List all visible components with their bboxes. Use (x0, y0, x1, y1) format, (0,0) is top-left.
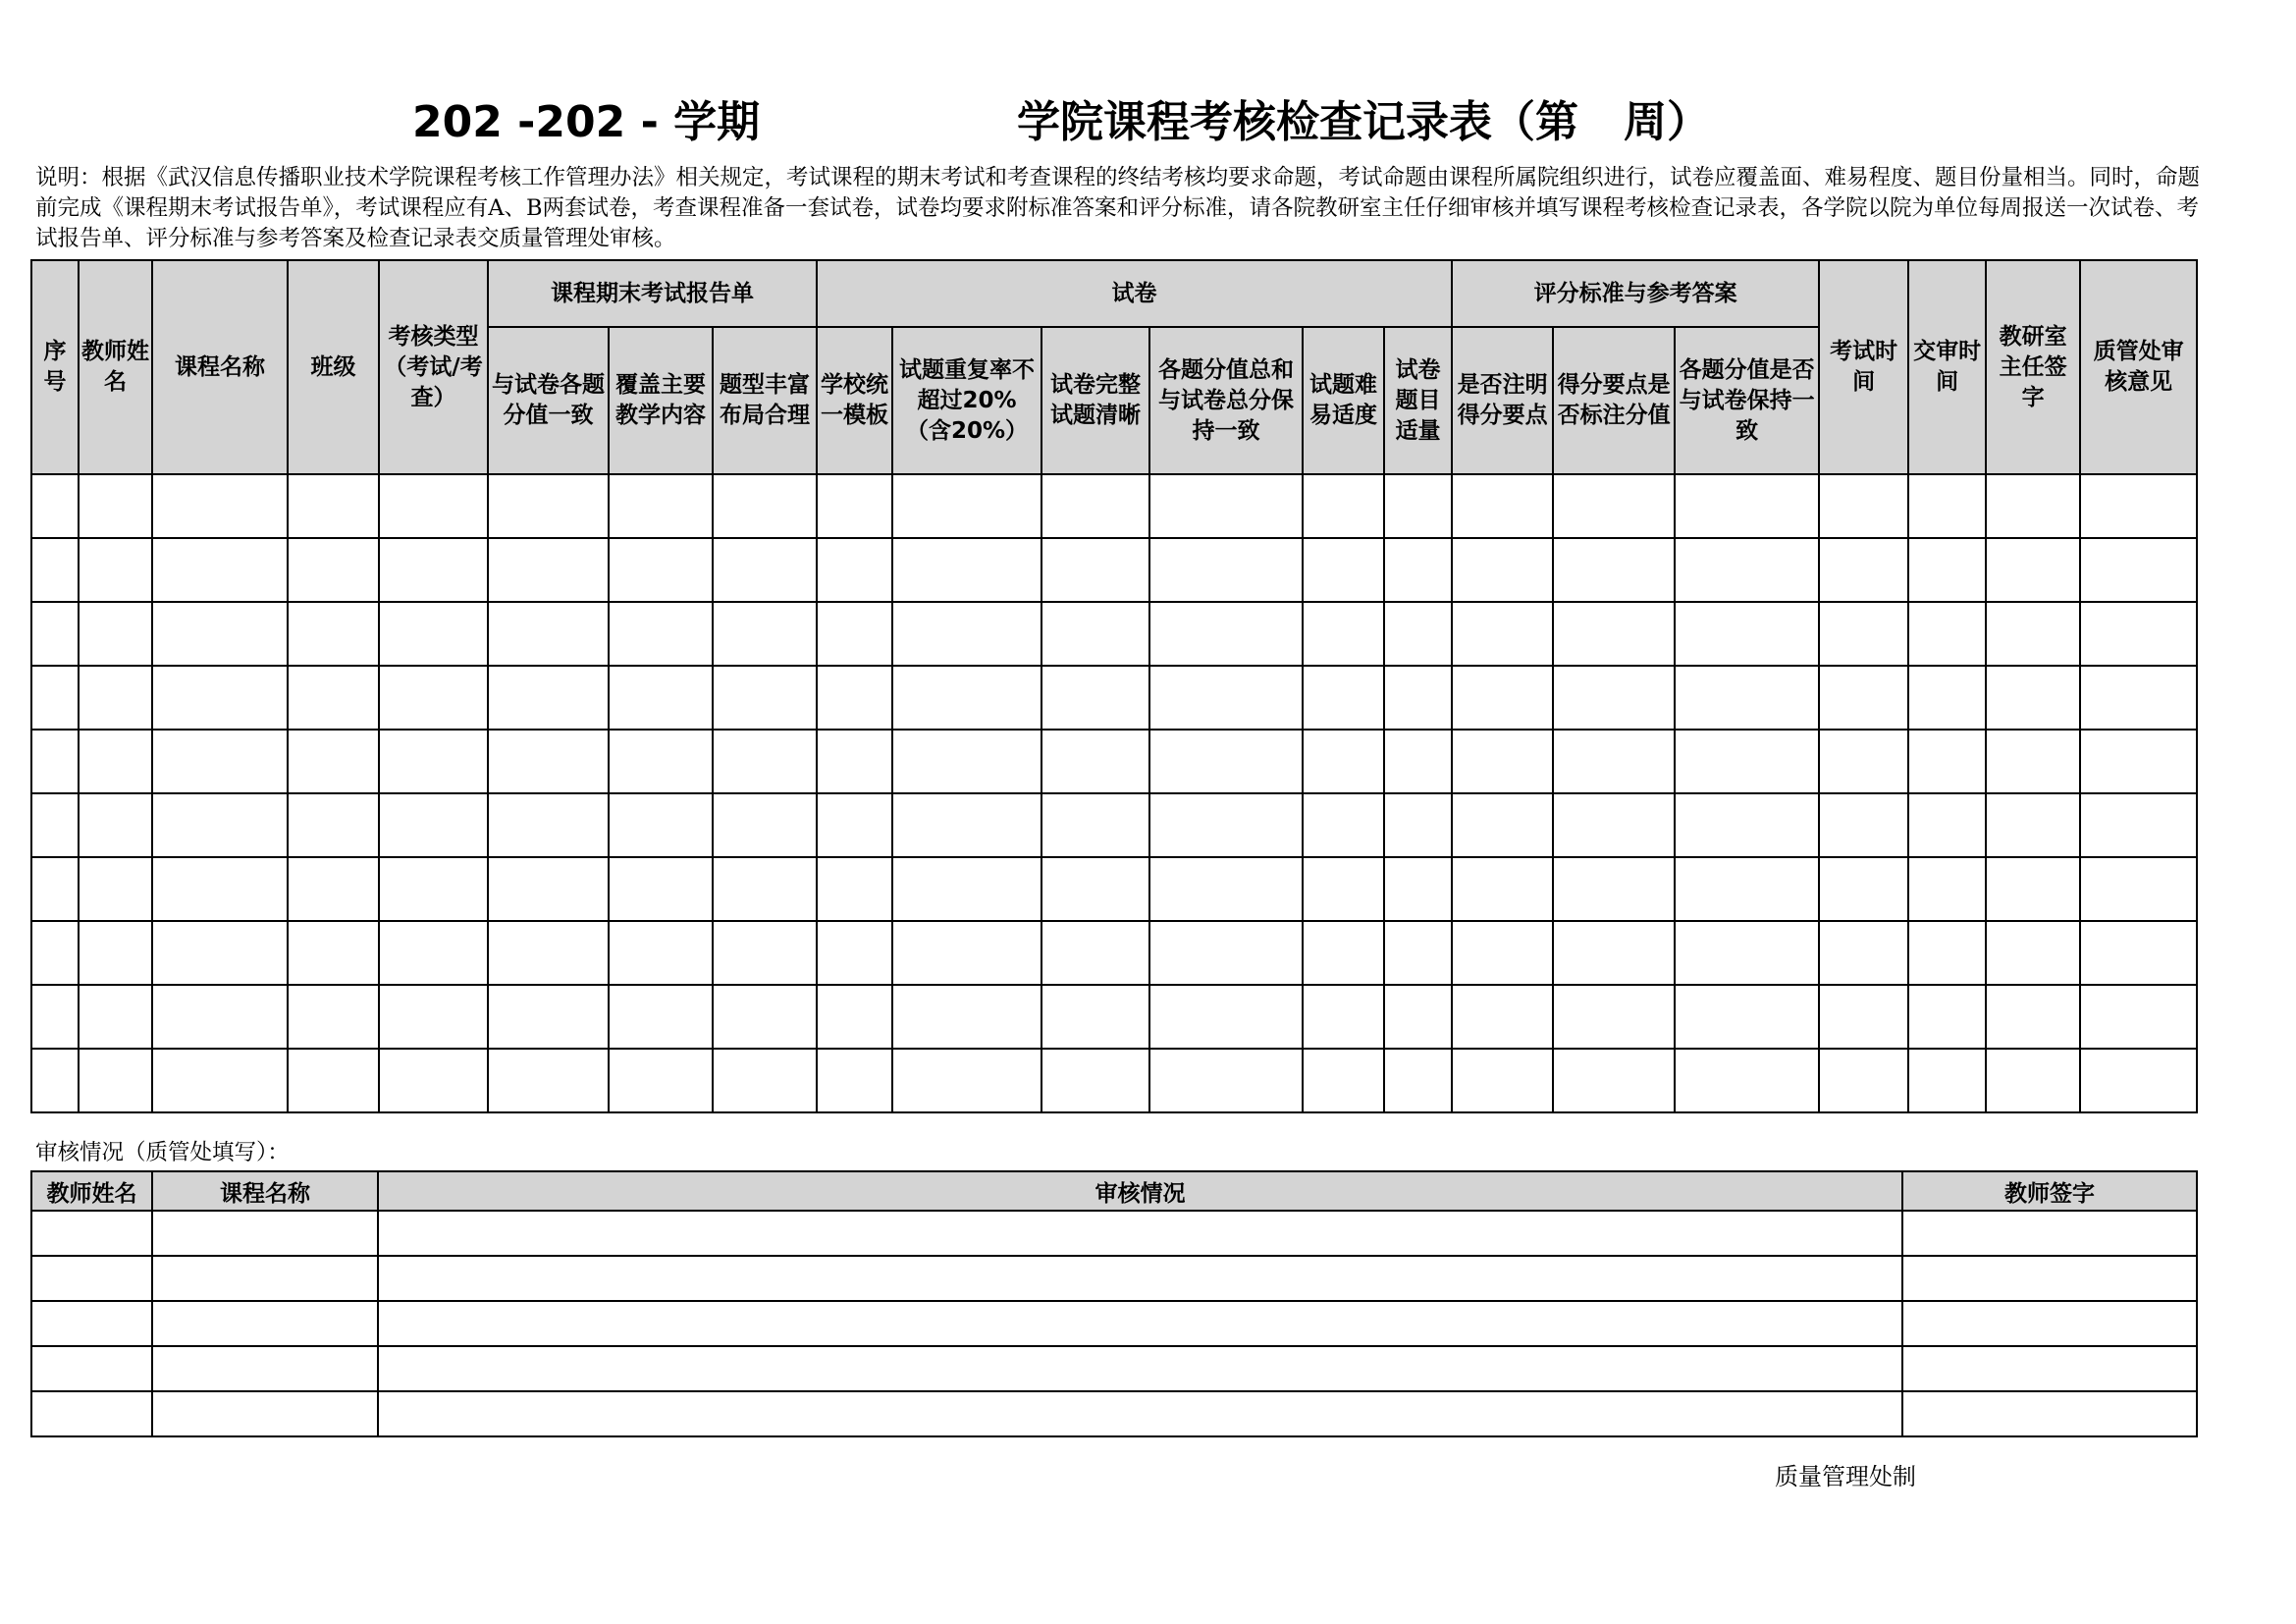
record-cell[interactable] (609, 793, 713, 857)
review-cell[interactable] (378, 1391, 1902, 1436)
record-cell[interactable] (1149, 474, 1303, 538)
record-cell[interactable] (1675, 857, 1819, 921)
record-cell[interactable] (1553, 793, 1675, 857)
record-cell[interactable] (1553, 857, 1675, 921)
record-cell[interactable] (713, 474, 817, 538)
record-cell[interactable] (79, 538, 152, 602)
record-cell[interactable] (1452, 793, 1553, 857)
record-cell[interactable] (892, 602, 1041, 666)
page-title (0, 86, 2296, 145)
record-cell[interactable] (79, 474, 152, 538)
record-cell[interactable] (488, 1049, 609, 1112)
record-cell[interactable] (488, 730, 609, 793)
record-row (31, 1049, 2197, 1112)
record-cell[interactable] (288, 985, 379, 1049)
record-cell[interactable] (1986, 857, 2080, 921)
record-cell[interactable] (152, 730, 288, 793)
review-cell[interactable] (1902, 1346, 2197, 1391)
record-cell[interactable] (1303, 666, 1384, 730)
record-row (31, 538, 2197, 602)
record-cell[interactable] (1675, 921, 1819, 985)
record-cell[interactable] (609, 602, 713, 666)
record-row (31, 666, 2197, 730)
inspection-record-table (30, 259, 2198, 1113)
record-cell[interactable] (488, 538, 609, 602)
record-cell[interactable] (1819, 602, 1908, 666)
record-cell[interactable] (152, 538, 288, 602)
header-report-layout: 题型丰富布局合理 (713, 327, 817, 474)
review-cell[interactable] (1902, 1211, 2197, 1256)
record-cell[interactable] (288, 793, 379, 857)
record-cell[interactable] (379, 793, 488, 857)
record-cell[interactable] (1819, 857, 1908, 921)
record-cell[interactable] (1384, 730, 1452, 793)
review-cell[interactable] (152, 1211, 378, 1256)
record-cell[interactable] (1986, 666, 2080, 730)
record-cell[interactable] (1986, 538, 2080, 602)
record-cell[interactable] (609, 730, 713, 793)
header-submit-time: 交审时间 (1908, 260, 1986, 474)
record-cell[interactable] (79, 985, 152, 1049)
record-cell[interactable] (817, 730, 892, 793)
record-cell[interactable] (713, 538, 817, 602)
record-cell[interactable] (817, 474, 892, 538)
record-cell[interactable] (1149, 793, 1303, 857)
record-row (31, 474, 2197, 538)
record-cell[interactable] (288, 538, 379, 602)
record-cell[interactable] (152, 474, 288, 538)
review-row (31, 1391, 2197, 1436)
record-cell[interactable] (892, 857, 1041, 921)
header-teacher-name: 教师姓名 (79, 260, 152, 474)
record-cell[interactable] (31, 793, 79, 857)
record-cell[interactable] (609, 985, 713, 1049)
record-cell[interactable] (1675, 985, 1819, 1049)
header-paper-complete: 试卷完整试题清晰 (1041, 327, 1149, 474)
review-header-course-name: 课程名称 (152, 1171, 378, 1211)
record-cell[interactable] (1149, 985, 1303, 1049)
review-header-teacher-name: 教师姓名 (31, 1171, 152, 1211)
record-cell[interactable] (609, 538, 713, 602)
record-cell[interactable] (1041, 666, 1149, 730)
record-cell[interactable] (1908, 921, 1986, 985)
record-cell[interactable] (488, 602, 609, 666)
record-cell[interactable] (2080, 538, 2197, 602)
record-cell[interactable] (31, 985, 79, 1049)
record-cell[interactable] (288, 730, 379, 793)
record-cell[interactable] (892, 730, 1041, 793)
record-cell[interactable] (1908, 793, 1986, 857)
record-cell[interactable] (1986, 793, 2080, 857)
record-cell[interactable] (488, 857, 609, 921)
record-cell[interactable] (713, 985, 817, 1049)
record-cell[interactable] (1908, 666, 1986, 730)
record-cell[interactable] (1553, 666, 1675, 730)
record-cell[interactable] (31, 474, 79, 538)
record-cell[interactable] (892, 666, 1041, 730)
record-cell[interactable] (1149, 730, 1303, 793)
record-cell[interactable] (609, 857, 713, 921)
record-cell[interactable] (1303, 985, 1384, 1049)
record-cell[interactable] (1986, 730, 2080, 793)
footer-issuer: 质量管理处制 (1775, 1463, 1916, 1490)
record-cell[interactable] (1303, 793, 1384, 857)
record-cell[interactable] (817, 793, 892, 857)
review-cell[interactable] (1902, 1391, 2197, 1436)
record-cell[interactable] (1149, 602, 1303, 666)
record-cell[interactable] (1041, 474, 1149, 538)
record-cell[interactable] (1675, 1049, 1819, 1112)
review-cell[interactable] (31, 1256, 152, 1301)
record-cell[interactable] (1041, 985, 1149, 1049)
record-cell[interactable] (31, 1049, 79, 1112)
record-cell[interactable] (79, 602, 152, 666)
record-cell[interactable] (817, 666, 892, 730)
header-seq: 序号 (31, 260, 79, 474)
record-cell[interactable] (2080, 666, 2197, 730)
review-cell[interactable] (378, 1211, 1902, 1256)
record-cell[interactable] (817, 602, 892, 666)
header-scoring-points: 是否注明得分要点 (1452, 327, 1553, 474)
review-row (31, 1211, 2197, 1256)
record-cell[interactable] (609, 921, 713, 985)
record-cell[interactable] (152, 921, 288, 985)
record-cell[interactable] (79, 666, 152, 730)
record-cell[interactable] (379, 857, 488, 921)
record-row (31, 921, 2197, 985)
record-cell[interactable] (1384, 985, 1452, 1049)
record-cell[interactable] (1384, 474, 1452, 538)
record-cell[interactable] (379, 538, 488, 602)
review-table (30, 1170, 2198, 1437)
record-cell[interactable] (713, 793, 817, 857)
record-cell[interactable] (288, 602, 379, 666)
header-course-name: 课程名称 (152, 260, 288, 474)
record-cell[interactable] (1303, 730, 1384, 793)
record-cell[interactable] (1986, 602, 2080, 666)
record-cell[interactable] (1303, 921, 1384, 985)
record-cell[interactable] (79, 730, 152, 793)
record-cell[interactable] (1041, 730, 1149, 793)
record-cell[interactable] (2080, 857, 2197, 921)
record-cell[interactable] (1675, 538, 1819, 602)
record-cell[interactable] (892, 921, 1041, 985)
review-cell[interactable] (152, 1301, 378, 1346)
record-cell[interactable] (1452, 602, 1553, 666)
record-cell[interactable] (892, 474, 1041, 538)
record-cell[interactable] (1675, 730, 1819, 793)
review-row (31, 1256, 2197, 1301)
review-header-review-status: 审核情况 (378, 1171, 1902, 1211)
record-cell[interactable] (288, 921, 379, 985)
record-cell[interactable] (152, 1049, 288, 1112)
record-cell[interactable] (1303, 1049, 1384, 1112)
record-cell[interactable] (1384, 1049, 1452, 1112)
record-cell[interactable] (609, 666, 713, 730)
record-cell[interactable] (1149, 921, 1303, 985)
review-header-teacher-sign: 教师签字 (1902, 1171, 2197, 1211)
record-cell[interactable] (1452, 730, 1553, 793)
record-cell[interactable] (288, 857, 379, 921)
record-cell[interactable] (1675, 474, 1819, 538)
record-cell[interactable] (1303, 474, 1384, 538)
record-cell[interactable] (152, 602, 288, 666)
record-cell[interactable] (1303, 857, 1384, 921)
record-cell[interactable] (2080, 921, 2197, 985)
record-cell[interactable] (79, 1049, 152, 1112)
record-cell[interactable] (488, 985, 609, 1049)
record-cell[interactable] (1553, 921, 1675, 985)
record-cell[interactable] (817, 1049, 892, 1112)
record-cell[interactable] (1553, 985, 1675, 1049)
header-paper-quantity: 试卷题目适量 (1384, 327, 1452, 474)
record-cell[interactable] (713, 602, 817, 666)
record-cell[interactable] (1452, 666, 1553, 730)
review-cell[interactable] (1902, 1256, 2197, 1301)
record-cell[interactable] (1819, 985, 1908, 1049)
record-cell[interactable] (1452, 538, 1553, 602)
record-cell[interactable] (1303, 538, 1384, 602)
record-cell[interactable] (31, 602, 79, 666)
record-cell[interactable] (379, 474, 488, 538)
record-cell[interactable] (2080, 793, 2197, 857)
record-cell[interactable] (379, 602, 488, 666)
record-cell[interactable] (892, 793, 1041, 857)
record-cell[interactable] (1908, 474, 1986, 538)
record-cell[interactable] (152, 666, 288, 730)
record-cell[interactable] (1452, 1049, 1553, 1112)
record-cell[interactable] (488, 921, 609, 985)
record-cell[interactable] (1675, 666, 1819, 730)
header-paper-difficulty: 试题难易适度 (1303, 327, 1384, 474)
record-cell[interactable] (2080, 602, 2197, 666)
record-cell[interactable] (31, 857, 79, 921)
header-paper-template: 学校统一模板 (817, 327, 892, 474)
record-cell[interactable] (152, 793, 288, 857)
record-cell[interactable] (1041, 538, 1149, 602)
record-cell[interactable] (379, 1049, 488, 1112)
record-cell[interactable] (1986, 985, 2080, 1049)
record-cell[interactable] (288, 1049, 379, 1112)
header-scoring-consistency: 各题分值是否与试卷保持一致 (1675, 327, 1819, 474)
record-cell[interactable] (488, 793, 609, 857)
record-cell[interactable] (1986, 1049, 2080, 1112)
record-cell[interactable] (152, 985, 288, 1049)
record-cell[interactable] (79, 921, 152, 985)
record-cell[interactable] (31, 538, 79, 602)
header-report-coverage: 覆盖主要教学内容 (609, 327, 713, 474)
record-cell[interactable] (1675, 793, 1819, 857)
record-cell[interactable] (817, 921, 892, 985)
header-report-score-match: 与试卷各题分值一致 (488, 327, 609, 474)
record-cell[interactable] (1149, 1049, 1303, 1112)
record-cell[interactable] (1908, 730, 1986, 793)
record-cell[interactable] (713, 857, 817, 921)
header-qa-opinion: 质管处审核意见 (2080, 260, 2197, 474)
review-cell[interactable] (31, 1301, 152, 1346)
record-cell[interactable] (379, 921, 488, 985)
record-cell[interactable] (1452, 474, 1553, 538)
review-cell[interactable] (31, 1211, 152, 1256)
review-row (31, 1301, 2197, 1346)
record-cell[interactable] (31, 921, 79, 985)
record-cell[interactable] (1819, 921, 1908, 985)
record-cell[interactable] (1041, 1049, 1149, 1112)
record-cell[interactable] (1149, 857, 1303, 921)
header-group-exam-report: 课程期末考试报告单 (488, 260, 817, 327)
record-cell[interactable] (1553, 730, 1675, 793)
review-cell[interactable] (378, 1256, 1902, 1301)
header-group-scoring: 评分标准与参考答案 (1452, 260, 1819, 327)
record-cell[interactable] (609, 474, 713, 538)
record-cell[interactable] (1303, 602, 1384, 666)
record-cell[interactable] (1384, 857, 1452, 921)
record-cell[interactable] (152, 857, 288, 921)
record-cell[interactable] (1041, 793, 1149, 857)
record-cell[interactable] (1819, 1049, 1908, 1112)
record-cell[interactable] (1553, 538, 1675, 602)
record-cell[interactable] (892, 1049, 1041, 1112)
review-cell[interactable] (152, 1256, 378, 1301)
record-cell[interactable] (1553, 474, 1675, 538)
record-cell[interactable] (79, 793, 152, 857)
record-row (31, 602, 2197, 666)
record-cell[interactable] (1149, 666, 1303, 730)
record-cell[interactable] (379, 730, 488, 793)
record-cell[interactable] (817, 985, 892, 1049)
semester-title: 202 -202 - 学期 (412, 97, 761, 147)
record-cell[interactable] (1675, 602, 1819, 666)
record-cell[interactable] (379, 985, 488, 1049)
record-cell[interactable] (892, 985, 1041, 1049)
record-cell[interactable] (31, 666, 79, 730)
record-cell[interactable] (1819, 730, 1908, 793)
record-cell[interactable] (31, 730, 79, 793)
record-cell[interactable] (817, 857, 892, 921)
record-cell[interactable] (1384, 602, 1452, 666)
record-cell[interactable] (817, 538, 892, 602)
record-cell[interactable] (1149, 538, 1303, 602)
header-scoring-point-values: 得分要点是否标注分值 (1553, 327, 1675, 474)
record-row (31, 857, 2197, 921)
record-cell[interactable] (1908, 857, 1986, 921)
record-cell[interactable] (1452, 921, 1553, 985)
record-cell[interactable] (1553, 1049, 1675, 1112)
header-group-exam-paper: 试卷 (817, 260, 1452, 327)
header-director-sign: 教研室主任签字 (1986, 260, 2080, 474)
header-assessment-type: 考核类型（考试/考查） (379, 260, 488, 474)
record-cell[interactable] (892, 538, 1041, 602)
header-paper-score-total: 各题分值总和与试卷总分保持一致 (1149, 327, 1303, 474)
record-cell[interactable] (379, 666, 488, 730)
review-cell[interactable] (378, 1301, 1902, 1346)
record-cell[interactable] (2080, 730, 2197, 793)
instructions-text: 说明：根据《武汉信息传播职业技术学院课程考核工作管理办法》相关规定，考试课程的期末考试和考查课程的终结考核均要求命题，考试命题由课程所属院组织进行，试卷应覆盖面、难易程度、题目份量相当。同时，命题前完成《课程期末考试报告单》，考试课程应有A、B两套试卷，考查课程准备一套试卷，试卷均要求附标准答案和评分标准，请各院教研室主任仔细审核并填写课程考核检查记录表，各学院以院为单位每周报送一次试卷、考试报告单、评分标准与参考答案及检查记录表交质量管理处审核。 (35, 165, 2201, 251)
record-cell[interactable] (488, 474, 609, 538)
record-cell[interactable] (2080, 1049, 2197, 1112)
form-title: 学院课程考核检查记录表（第 周） (1017, 97, 1710, 147)
record-cell[interactable] (79, 857, 152, 921)
record-cell[interactable] (713, 1049, 817, 1112)
record-cell[interactable] (1908, 538, 1986, 602)
record-cell[interactable] (713, 730, 817, 793)
record-cell[interactable] (1908, 602, 1986, 666)
record-cell[interactable] (1384, 538, 1452, 602)
record-cell[interactable] (1908, 1049, 1986, 1112)
record-cell[interactable] (1986, 474, 2080, 538)
record-row (31, 730, 2197, 793)
review-row (31, 1346, 2197, 1391)
record-row (31, 793, 2197, 857)
record-cell[interactable] (1452, 985, 1553, 1049)
header-paper-repeat-rate: 试题重复率不超过20%（含20%） (892, 327, 1041, 474)
record-cell[interactable] (288, 474, 379, 538)
record-cell[interactable] (713, 921, 817, 985)
header-class: 班级 (288, 260, 379, 474)
record-cell[interactable] (1384, 666, 1452, 730)
review-cell[interactable] (378, 1346, 1902, 1391)
record-cell[interactable] (1041, 921, 1149, 985)
record-cell[interactable] (1041, 857, 1149, 921)
record-cell[interactable] (1819, 474, 1908, 538)
record-cell[interactable] (1384, 793, 1452, 857)
record-cell[interactable] (2080, 474, 2197, 538)
record-cell[interactable] (1819, 538, 1908, 602)
record-cell[interactable] (2080, 985, 2197, 1049)
review-cell[interactable] (152, 1346, 378, 1391)
record-cell[interactable] (1384, 921, 1452, 985)
record-cell[interactable] (1908, 985, 1986, 1049)
record-cell[interactable] (1819, 793, 1908, 857)
record-cell[interactable] (288, 666, 379, 730)
record-cell[interactable] (713, 666, 817, 730)
record-cell[interactable] (1452, 857, 1553, 921)
review-cell[interactable] (1902, 1301, 2197, 1346)
record-cell[interactable] (1553, 602, 1675, 666)
record-cell[interactable] (488, 666, 609, 730)
record-cell[interactable] (1041, 602, 1149, 666)
record-cell[interactable] (609, 1049, 713, 1112)
record-cell[interactable] (1986, 921, 2080, 985)
review-cell[interactable] (31, 1391, 152, 1436)
record-row (31, 985, 2197, 1049)
header-exam-time: 考试时间 (1819, 260, 1908, 474)
review-cell[interactable] (152, 1391, 378, 1436)
record-cell[interactable] (1819, 666, 1908, 730)
review-section-label: 审核情况（质管处填写）： (35, 1140, 290, 1165)
review-cell[interactable] (31, 1346, 152, 1391)
